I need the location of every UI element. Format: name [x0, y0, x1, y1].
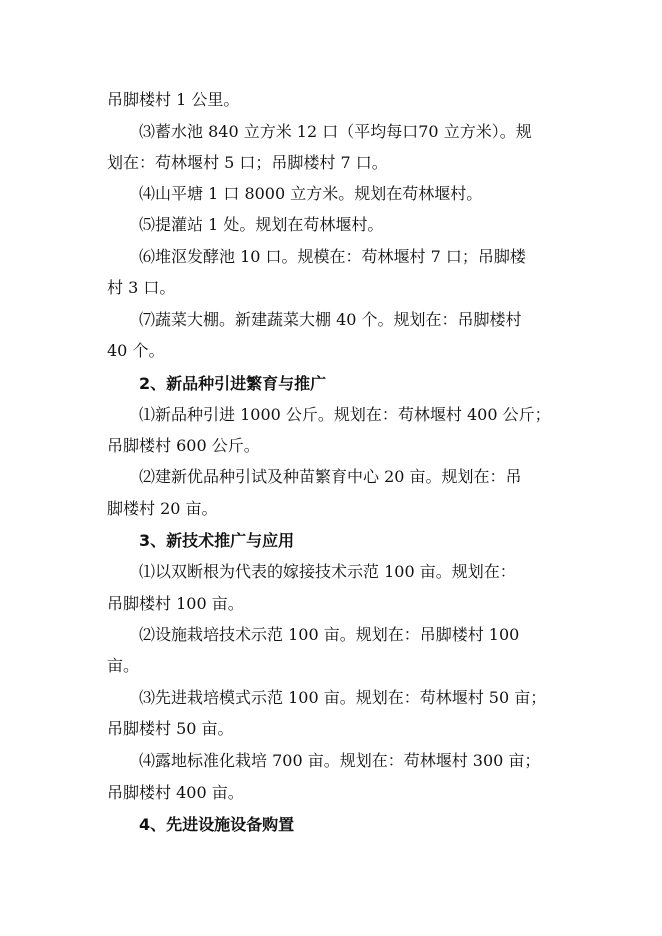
text-line-20: ⑶先进栽培模式示范 100 亩。规划在：苟林堰村 50 亩；	[139, 688, 547, 707]
text-line-11: ⑴新品种引进 1000 公斤。规划在：苟林堰村 400 公斤；	[139, 405, 551, 424]
text-line-4: ⑷山平塘 1 口 8000 立方米。规划在苟林堰村。	[139, 184, 483, 203]
text-line-7: 村 3 口。	[107, 278, 176, 297]
text-line-21: 吊脚楼村 50 亩。	[107, 719, 234, 738]
section-heading-3: 3、新技术推广与应用	[139, 531, 295, 550]
text-line-9: 40 个。	[107, 341, 165, 360]
text-line-18: ⑵设施栽培技术示范 100 亩。规划在：吊脚楼村 100	[139, 625, 520, 644]
text-line-14: 脚楼村 20 亩。	[107, 499, 218, 518]
text-line-19: 亩。	[107, 656, 140, 675]
text-line-6: ⑹堆沤发酵池 10 口。规模在：苟林堰村 7 口；吊脚楼	[139, 247, 526, 266]
text-line-16: ⑴以双断根为代表的嫁接技术示范 100 亩。规划在：	[139, 562, 516, 581]
text-line-8: ⑺蔬菜大棚。新建蔬菜大棚 40 个。规划在：吊脚楼村	[139, 310, 522, 329]
text-line-3: 划在：苟林堰村 5 口；吊脚楼村 7 口。	[107, 153, 388, 172]
text-line-23: 吊脚楼村 400 亩。	[107, 783, 244, 802]
text-line-17: 吊脚楼村 100 亩。	[107, 594, 244, 613]
section-heading-4: 4、先进设施设备购置	[139, 815, 295, 834]
text-line-1: 吊脚楼村 1 公里。	[107, 90, 240, 109]
text-line-12: 吊脚楼村 600 公斤。	[107, 436, 260, 455]
text-line-22: ⑷露地标准化栽培 700 亩。规划在：苟林堰村 300 亩；	[139, 751, 541, 770]
text-line-5: ⑸提灌站 1 处。规划在苟林堰村。	[139, 215, 384, 234]
section-heading-2: 2、新品种引进繁育与推广	[139, 374, 327, 393]
text-line-2: ⑶蓄水池 840 立方米 12 口（平均每口70 立方米）。规	[139, 122, 532, 141]
text-line-13: ⑵建新优品种引试及种苗繁育中心 20 亩。规划在：吊	[139, 467, 522, 486]
